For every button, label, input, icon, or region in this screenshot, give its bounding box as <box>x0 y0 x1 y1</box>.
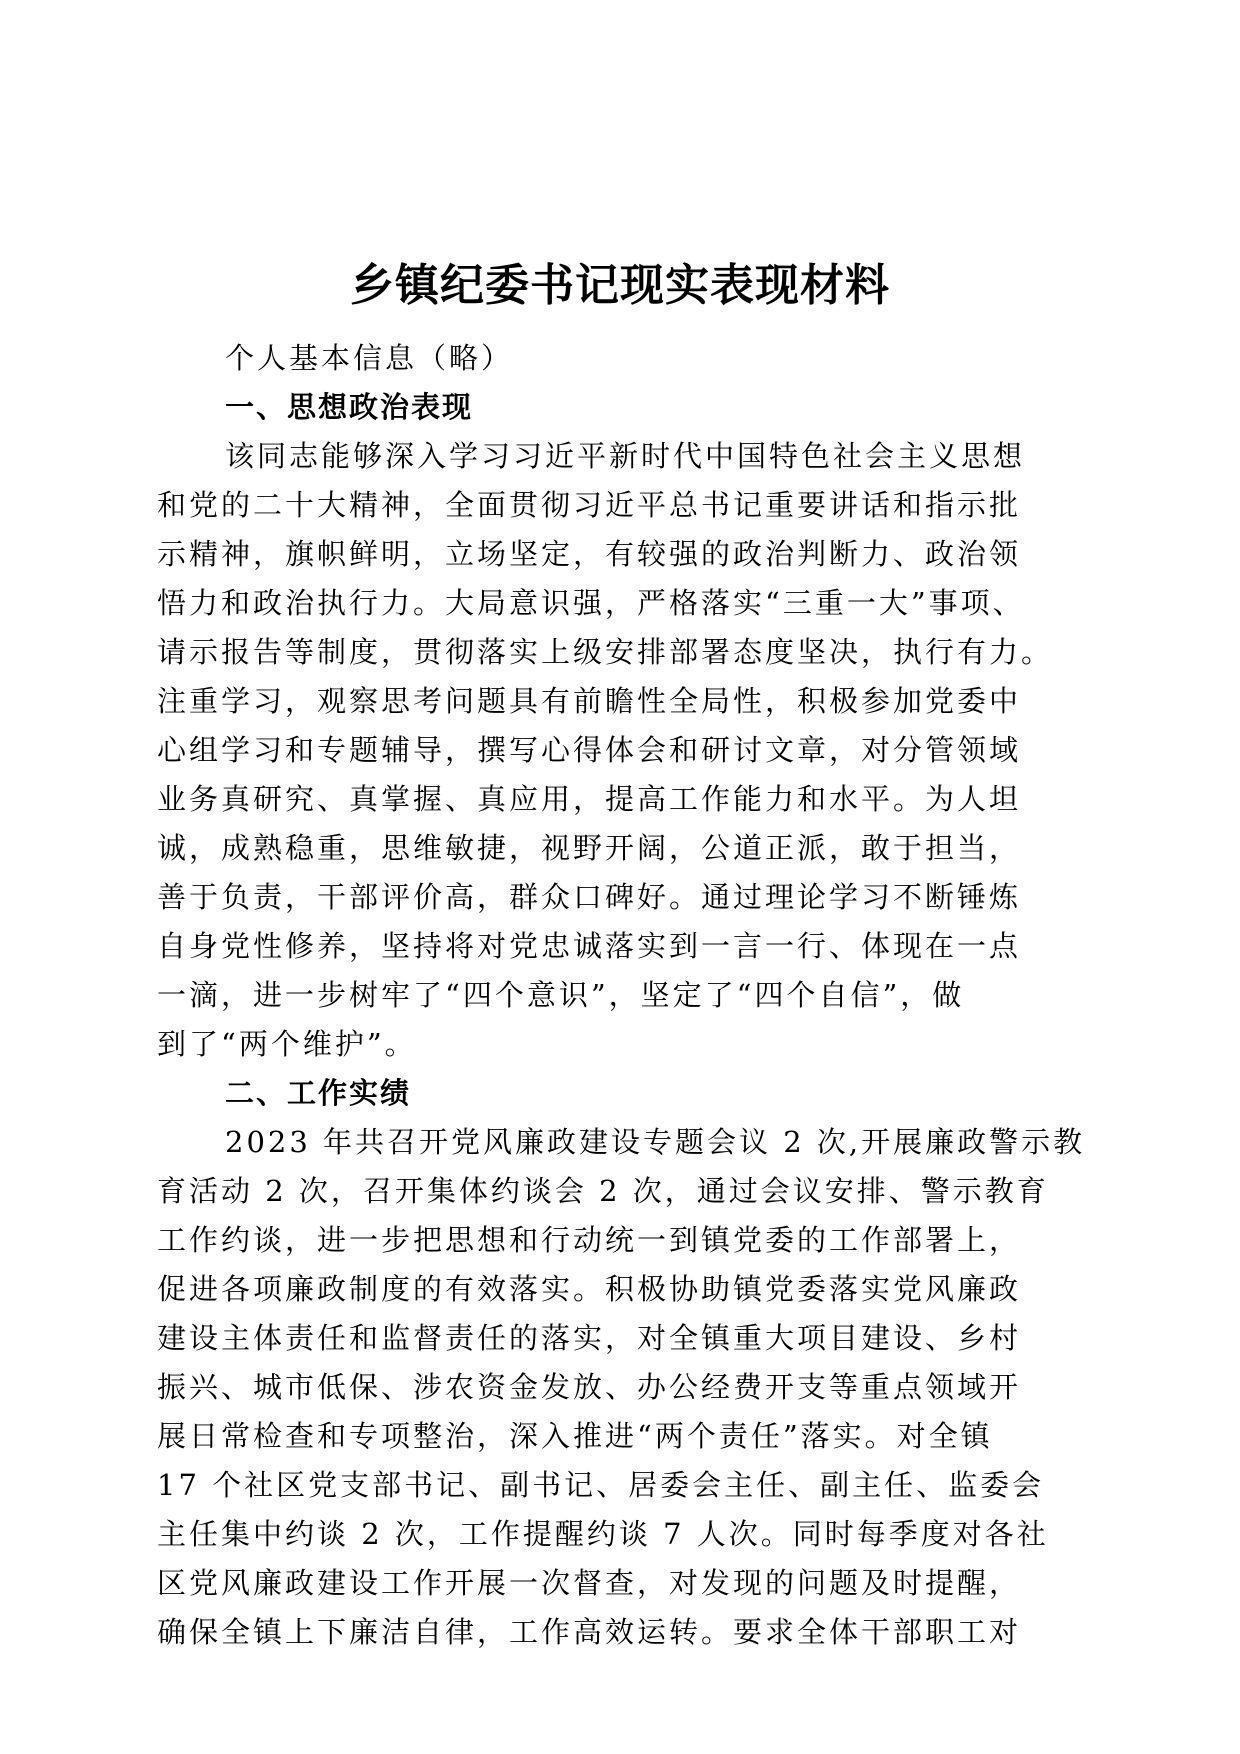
paragraph-line: 2023 年共召开党风廉政建设专题会议 2 次,开展廉政警示教 <box>225 1125 1086 1159</box>
section-heading-political: 一、思想政治表现 <box>225 390 474 424</box>
paragraph-line: 建设主体责任和监督责任的落实，对全镇重大项目建设、乡村 <box>157 1321 1022 1355</box>
intro-line: 个人基本信息（略） <box>225 341 514 375</box>
paragraph-line: 促进各项廉政制度的有效落实。积极协助镇党委落实党风廉政 <box>157 1272 1022 1306</box>
paragraph-line: 主任集中约谈 2 次，工作提醒约谈 7 人次。同时每季度对各社 <box>157 1517 1049 1551</box>
paragraph-line: 振兴、城市低保、涉农资金发放、办公经费开支等重点领域开 <box>157 1370 1022 1404</box>
paragraph-line: 工作约谈，进一步把思想和行动统一到镇党委的工作部署上， <box>157 1223 1022 1257</box>
paragraph-line: 和党的二十大精神，全面贯彻习近平总书记重要讲话和指示批 <box>157 488 1022 522</box>
section-political-paragraph <box>157 432 1077 1069</box>
paragraph-line: 育活动 2 次，召开集体约谈会 2 次，通过会议安排、警示教育 <box>157 1174 1049 1208</box>
paragraph-line: 展日常检查和专项整治，深入推进“两个责任”落实。对全镇 <box>157 1419 993 1453</box>
paragraph-line: 自身党性修养，坚持将对党忠诚落实到一言一行、体现在一点 <box>157 929 1022 963</box>
paragraph-line: 注重学习，观察思考问题具有前瞻性全局性，积极参加党委中 <box>157 684 1022 718</box>
paragraph-line: 到了“两个维护”。 <box>157 1027 417 1061</box>
paragraph-line: 区党风廉政建设工作开展一次督查，对发现的问题及时提醒， <box>157 1566 1022 1600</box>
paragraph-line: 诚，成熟稳重，思维敏捷，视野开阔，公道正派，敢于担当， <box>157 831 1022 865</box>
paragraph-line: 该同志能够深入学习习近平新时代中国特色社会主义思想 <box>225 439 1026 473</box>
document-title: 乡镇纪委书记现实表现材料 <box>350 260 890 311</box>
document-body <box>157 334 1086 1657</box>
paragraph-line: 心组学习和专题辅导，撰写心得体会和研讨文章，对分管领域 <box>157 733 1022 767</box>
paragraph-line: 确保全镇上下廉洁自律，工作高效运转。要求全体干部职工对 <box>157 1615 1022 1649</box>
section-heading-achievements: 二、工作实绩 <box>225 1076 412 1110</box>
paragraph-line: 悟力和政治执行力。大局意识强，严格落实“三重一大”事项、 <box>157 586 1025 620</box>
paragraph-line: 17 个社区党支部书记、副书记、居委会主任、副主任、监委会 <box>157 1468 1045 1502</box>
paragraph-line: 示精神，旗帜鲜明，立场坚定，有较强的政治判断力、政治领 <box>157 537 1022 571</box>
paragraph-line: 善于负责，干部评价高，群众口碑好。通过理论学习不断锤炼 <box>157 880 1022 914</box>
paragraph-line: 请示报告等制度，贯彻落实上级安排部署态度坚决，执行有力。 <box>157 635 1054 669</box>
paragraph-line: 业务真研究、真掌握、真应用，提高工作能力和水平。为人坦 <box>157 782 1022 816</box>
paragraph-line: 一滴，进一步树牢了“四个意识”，坚定了“四个自信”，做 <box>157 978 965 1012</box>
section-achievements-paragraph <box>157 1118 1086 1657</box>
